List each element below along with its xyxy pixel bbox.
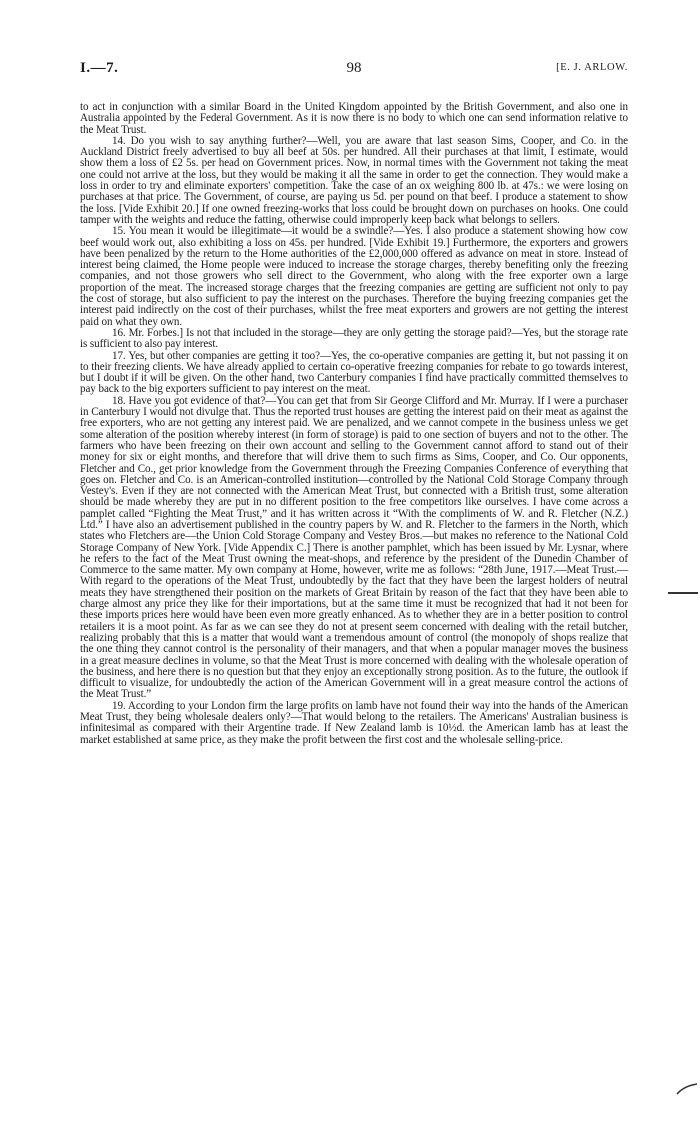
paragraph-continuation: to act in conjunction with a similar Board in the United Kingdom appointed by the British Government, and also one in Australia appointed by the Federal Government. As it is now there is no body to which one can send information relative to the Meat Trust. — [80, 101, 628, 136]
margin-mark — [676, 1082, 698, 1096]
page-number: 98 — [346, 60, 362, 76]
paragraph-15: 15. You mean it would be illegitimate—it would be a swindle?—Yes. I also produce a statement showing how cow beef would work out, also exhibiting a loss on 45s. per hundred. [Vide Exhibit 19.] Furthermore, the exporters and growers have been penalized by the return to the Home authorities of the £2,000,000 offered as advance on meat in store. Instead of interest being claimed, the Home people were induced to increase the storage charges, thereby benefiting only the freezing companies, and not those growers who sell direct to the Government, who along with the free exporter own a large proportion of the meat. The increased storage charges that the freezing companies are getting are sufficient not only to pay the cost of storage, but also sufficient to pay the interest on the purchases. Therefore the buying freezing companies get the interest paid indirectly on the cost of their purchases, whilst the free meat exporters and growers are not getting the interest paid on what they own. — [80, 225, 628, 328]
margin-mark — [668, 592, 698, 594]
paragraph-17: 17. Yes, but other companies are getting it too?—Yes, the co-operative companies are getting it, but not passing it on to their freezing clients. We have already applied to certain co-operative freezing companies for rebate to go towards interest, but I doubt if it will be given. On the other hand, two Canterbury companies I find have practically committed themselves to pay back to the big exporters sufficient to pay interest on the meat. — [80, 349, 628, 396]
witness-name: [E. J. ARLOW. — [556, 62, 628, 73]
document-body — [80, 102, 628, 746]
page-header — [80, 60, 628, 86]
document-page — [80, 60, 628, 746]
document-reference: I.—7. — [80, 60, 119, 76]
paragraph-16: 16. Mr. Forbes.] Is not that included in the storage—they are only getting the storage paid?—Yes, but the storage rate is sufficient to also pay interest. — [80, 326, 628, 351]
paragraph-18: 18. Have you got evidence of that?—You can get that from Sir George Clifford and Mr. Murray. If I were a purchaser in Canterbury I would not divulge that. Thus the reported trust houses are getting the interest paid on their meat as against the free exporters, who are not getting any interest paid. We are penalized, and we cannot compete in the business unless we get some alteration of the position whereby interest (in form of storage) is paid to one section of buyers and not to the other. The farmers who have been freezing on their own account and selling to the Government cannot afford to stand out of their money for six or eight months, and therefore that will drive them to such firms as Sims, Cooper, and Co. Our opponents, Fletcher and Co., get prior knowledge from the Government through the Freezing Companies Conference of everything that goes on. Fletcher and Co. is an American-controlled institution—controlled by the National Cold Storage Company through Vestey's. Even if they are not connected with the American Meat Trust, but connected with a British trust, some alteration should be made whereby they are put in no different position to the free competitors like ourselves. I have come across a pamplet called “Fighting the Meat Trust,” and it has written across it “With the compliments of W. and R. Fletcher (N.Z.) Ltd.” I have also an advertisement published in the country papers by W. and R. Fletcher to the farmers in the North, which states who Fletchers are—the Union Cold Storage Company and Vestey Bros.—but makes no reference to the National Cold Storage Company of New York. [Vide Appendix C.] There is another pamphlet, which has been issued by Mr. Lysnar, where he refers to the fact of the Meat Trust owning the meat-shops, and reference by the president of the Dunedin Chamber of Commerce to the same matter. My own company at Home, however, write me as follows: “28th June, 1917.—Meat Trust.—With regard to the operations of the Meat Trust, undoubtedly by the fact that they have been the largest holders of neutral meats they have strengthened their position on the markets of Great Britain by reason of the fact that they have been able to charge almost any price they like for their importations, but at the same time it must be recognized that had it not been for these imports prices here would have been even more greatly enhanced. As to whether they are in a better position to control retailers it is a moot point. As far as we can see they do not at present seem concerned with dealing with the retail butcher, realizing probably that this is a matter that would want a tremendous amount of control (the monopoly of shops realize that the one thing they cannot control is the personality of their managers, and that when a popular manager moves the business in a great measure declines in volume, so that the Meat Trust is more concerned with dealing with the wholesale operation of the business, and here there is no question but that they enjoy an exceptionally strong position. As to the future, the outlook if difficult to visualize, for undoubtedly the action of the American Government will in a great measure control the actions of the Meat Trust.” — [80, 394, 628, 701]
paragraph-14: 14. Do you wish to say anything further?—Well, you are aware that last season Sims, Cooper, and Co. in the Auckland District freely advertised to buy all beef at 50s. per hundred. All their purchases at that limit, I estimate, would show them a loss of £2 5s. per head on Government prices. Now, in normal times with the Government not taking the meat one could not arrive at the loss, but they would be making it all the same in order to get the connection. They would make a loss in order to try and eliminate exporters' competition. Take the case of an ox weighing 800 lb. at 47s.: we were losing on purchases at that price. The Government, of course, are paying us 5d. per pound on that beef. I produce a statement to show the loss. [Vide Exhibit 20.] If one owned freezing-works that loss could be brought down on purchases on hooks. One could tamper with the weights and reduce the fatting, otherwise could improperly keep back what belongs to sellers. — [80, 134, 628, 226]
paragraph-19: 19. According to your London firm the large profits on lamb have not found their way into the hands of the American Meat Trust, they being wholesale dealers only?—That would belong to the retailers. The Americans' Australian business is infinitesimal as compared with their Argentine trade. If New Zealand lamb is 10½d. the American lamb has at least the market established at same price, as they make the profit between the first cost and the wholesale selling-price. — [80, 699, 628, 746]
